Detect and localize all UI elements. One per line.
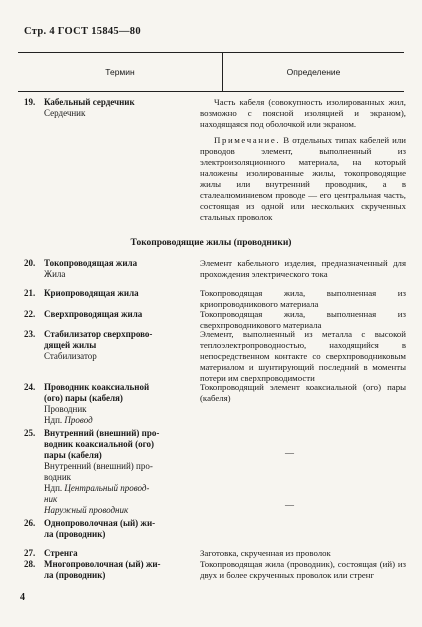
term-24: 24. Проводник коаксиальной (ого) пары (кабеля) Проводник Ндп. Провод (24, 382, 150, 425)
page-header: Стр. 4 ГОСТ 15845—80 (24, 26, 141, 37)
term-26: 26. Однопроволочная (ый) жи- ла (проводник) (24, 518, 156, 539)
table-header (18, 52, 404, 92)
section-title: Токопроводящие жилы (проводники) (130, 238, 292, 248)
definition-22: Токопроводящая жила, выполненная из сверхпроводникового материала (200, 309, 406, 330)
term-20: 20. Токопроводящая жила Жила (24, 258, 138, 279)
term-28: 28. Многопроволочная (ый) жи- ла (проводник) (24, 559, 161, 580)
column-header-definition: Определение (286, 67, 341, 77)
definition-26: — (285, 500, 294, 510)
term-22: 22. Сверхпроводящая жила (24, 309, 143, 319)
term-23: 23. Стабилизатор сверхпрово- дящей жилы Стабилизатор (24, 329, 153, 361)
definition-28: Токопроводящая жила (проводник), состоящая (ий) из двух и более скрученных проволок или стренг (200, 559, 406, 580)
definition-24: Токопроводящий элемент коаксиальной (ого) пары (кабеля) (200, 382, 406, 403)
definition-21: Токопроводящая жила, выполненная из криопроводникового материала (200, 288, 406, 309)
page-number: 4 (20, 592, 25, 603)
term-25: 25. Внутренний (внешний) про- водник коаксиальной (ого) пары (кабеля) Внутренний (внешний) про- водник Ндп. Центральный провод- ник Наружный проводник (24, 428, 160, 515)
definition-23: Элемент, выполненный из металла с высокой теплоэлектропроводностью, находящийся в непосредственном контакте со сверхпроводниковым материалом и шунтирующий последний в моменты потери им сверхпроводимости (200, 329, 406, 383)
definition-19: Часть кабеля (совокупность изолированных жил, возможно с поясной изоляцией и экраном), находящаяся под оболочкой или экраном. Примечание. В отдельных типах кабелей или проводов элемент, выполненный из электроизоляционного материала, на который наложены изолированные жилы, токопроводящие жилы или внутренний проводник, а в сталеалюминиевом проводе — его центральная часть, состоящая из одной или нескольких скрученных стальных проволок (200, 97, 406, 222)
column-header-term: Термин (105, 67, 135, 77)
term-21: 21. Криопроводящая жила (24, 288, 139, 298)
definition-20: Элемент кабельного изделия, предназначенный для прохождения электрического тока (200, 258, 406, 279)
term-27: 27. Стренга (24, 548, 78, 558)
definition-25: — (285, 448, 294, 458)
term-19: 19. Кабельный сердечник Сердечник (24, 97, 135, 118)
definition-27: Заготовка, скрученная из проволок (200, 548, 331, 558)
